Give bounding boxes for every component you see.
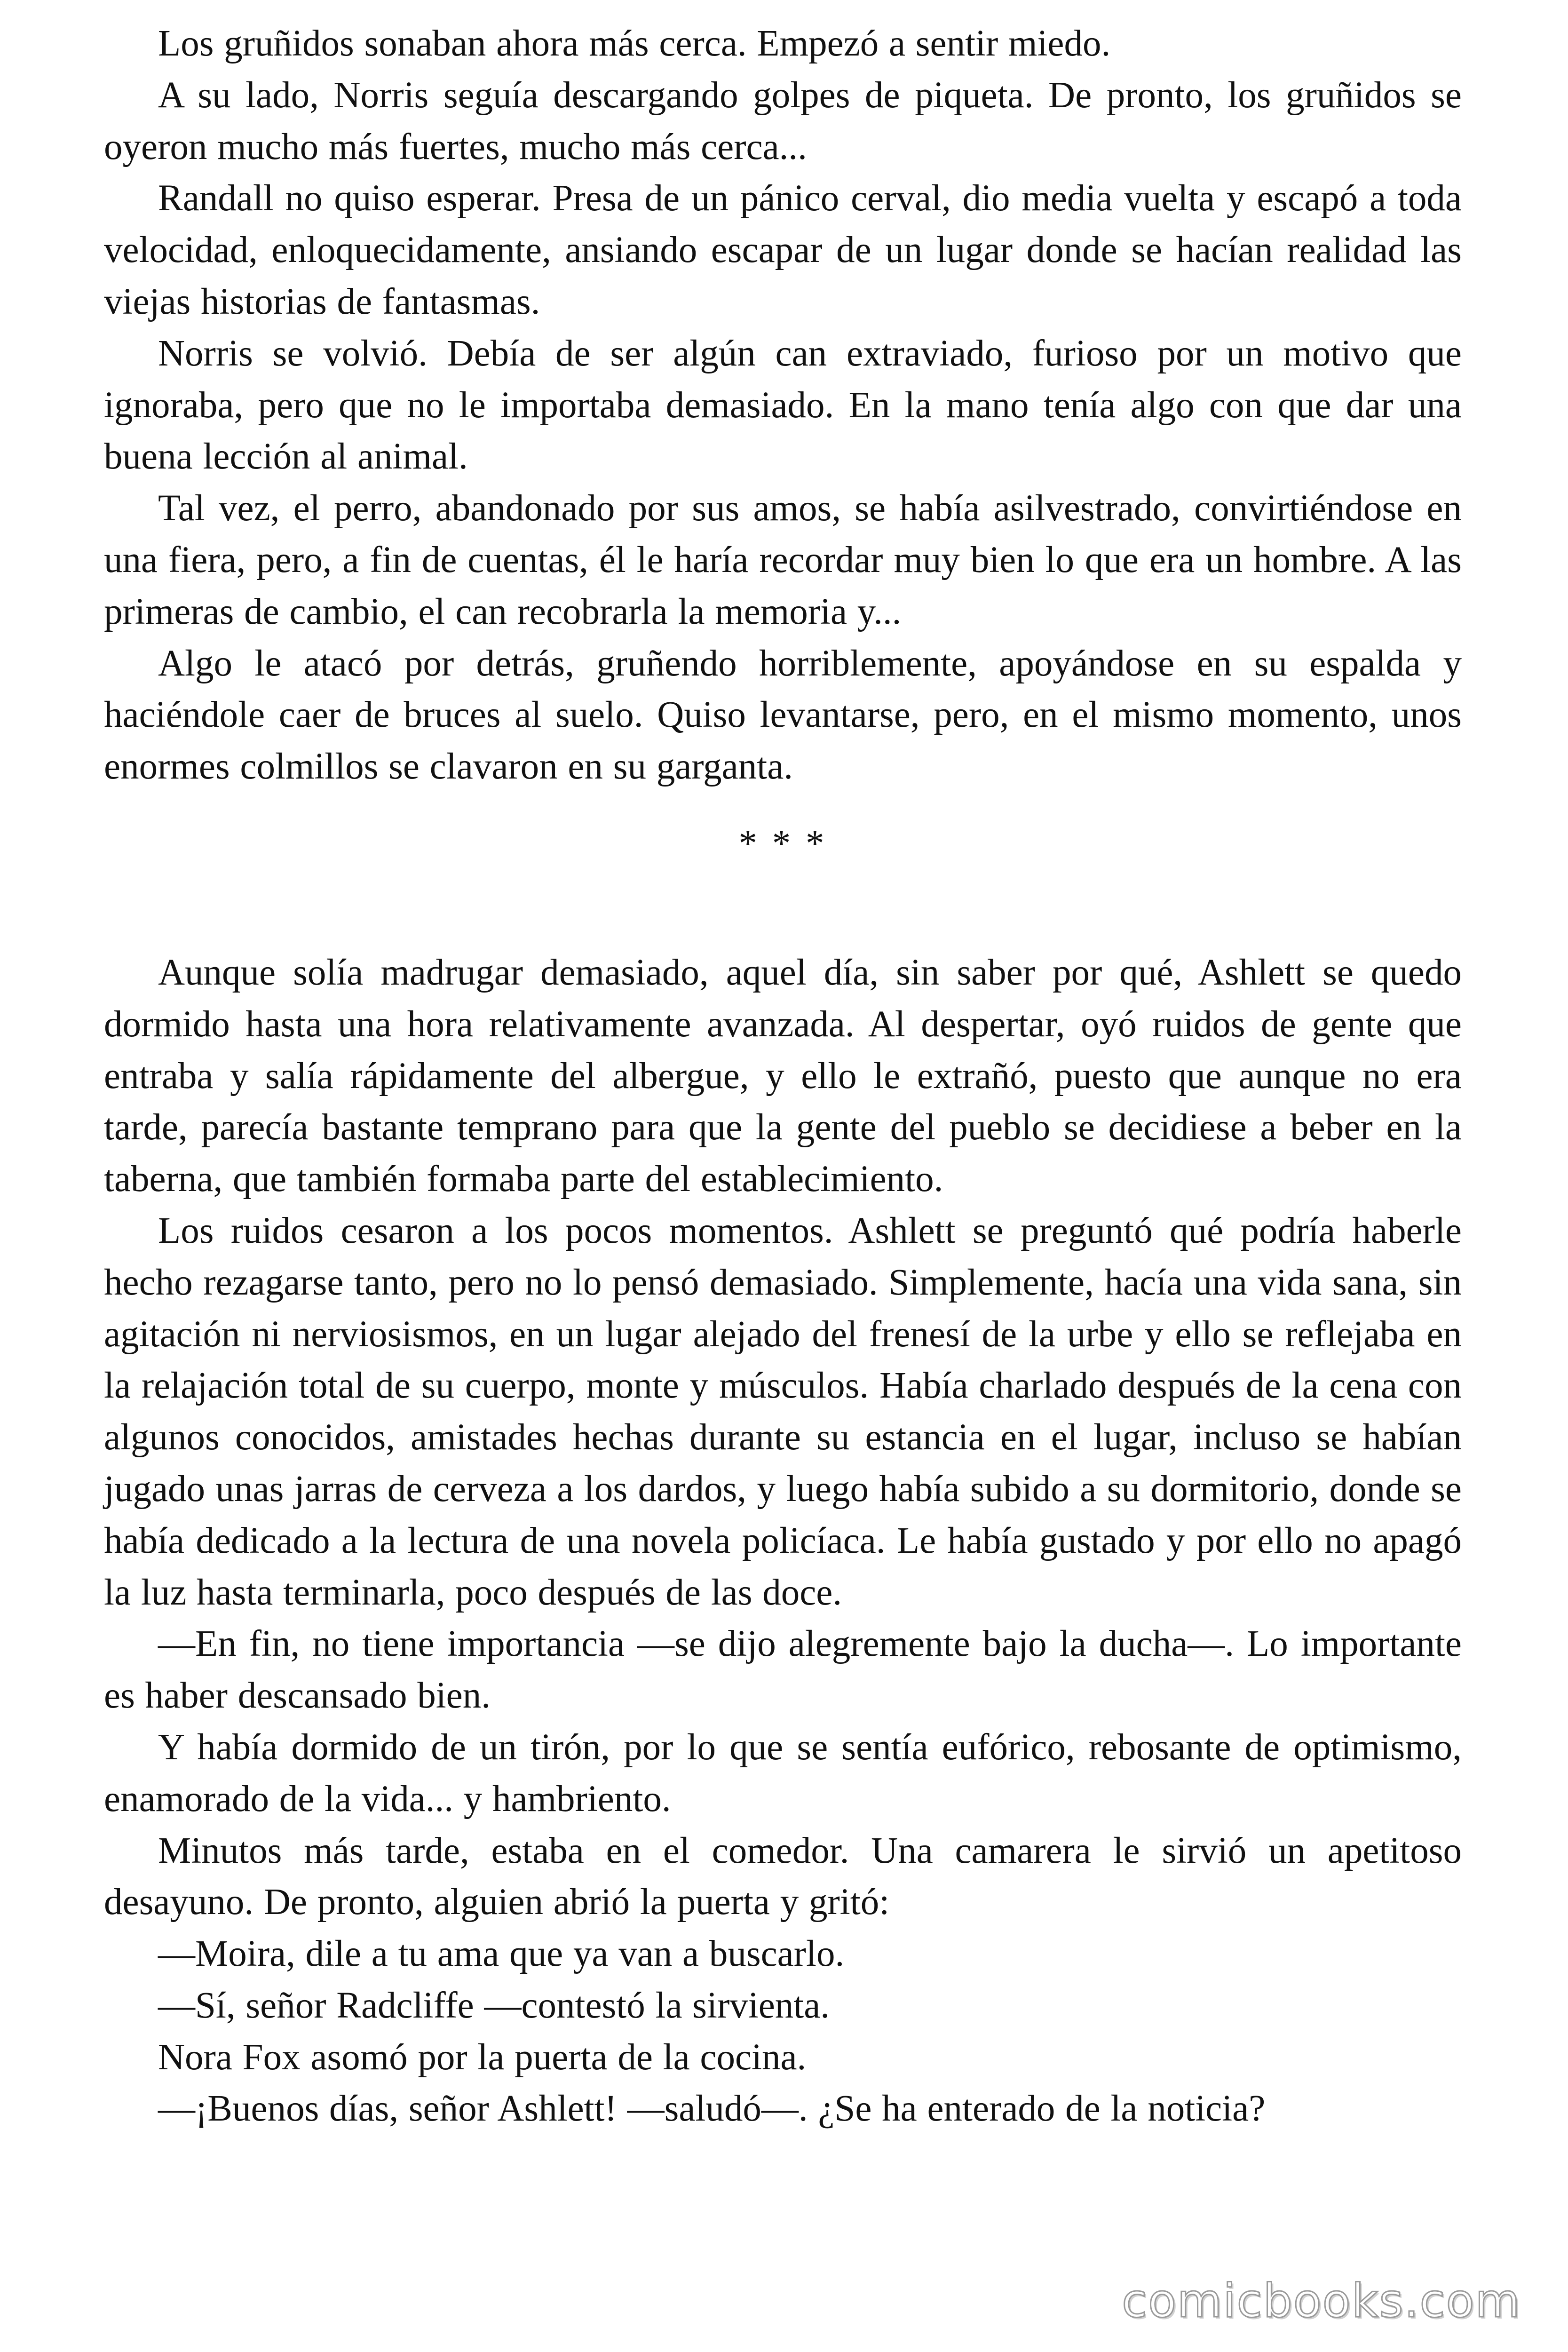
paragraph: Minutos más tarde, estaba en el comedor. Una camarera le sirvió un apetitoso desayuno. De pronto, alguien abrió la puerta y gritó: bbox=[104, 1830, 1462, 1923]
paragraph: Randall no quiso esperar. Presa de un pánico cerval, dio media vuelta y escapó a toda velocidad, enloquecidamente, ansiando escapar de un lugar donde se hacían realidad las viejas historias de fantasmas. bbox=[104, 178, 1462, 322]
scene-break: * * * bbox=[738, 823, 827, 864]
book-page bbox=[104, 18, 1462, 2135]
watermark: comicbooks.com bbox=[1122, 2274, 1521, 2328]
paragraph: Tal vez, el perro, abandonado por sus amos, se había asilvestrado, convirtiéndose en una fiera, pero, a fin de cuentas, él le haría recordar muy bien lo que era un hombre. A las primeras de cambio, el can recobrarla la memoria y... bbox=[104, 488, 1462, 632]
dialogue-line: —Sí, señor Radcliffe —contestó la sirvienta. bbox=[158, 1985, 830, 2026]
dialogue-line: —¡Buenos días, señor Ashlett! —saludó—. ¿Se ha enterado de la noticia? bbox=[158, 2088, 1266, 2130]
paragraph: Los gruñidos sonaban ahora más cerca. Empezó a sentir miedo. bbox=[158, 23, 1111, 64]
paragraph: —En fin, no tiene importancia —se dijo alegremente bajo la ducha—. Lo importante es haber descansado bien. bbox=[104, 1623, 1462, 1716]
paragraph: Nora Fox asomó por la puerta de la cocina. bbox=[158, 2036, 807, 2078]
dialogue-line: —Moira, dile a tu ama que ya van a buscarlo. bbox=[158, 1933, 845, 1975]
paragraph: A su lado, Norris seguía descargando golpes de piqueta. De pronto, los gruñidos se oyeron mucho más fuertes, mucho más cerca... bbox=[104, 74, 1462, 167]
paragraph: Algo le atacó por detrás, gruñendo horriblemente, apoyándose en su espalda y haciéndole caer de bruces al suelo. Quiso levantarse, pero, en el mismo momento, unos enormes colmillos se clavaron en su garganta. bbox=[104, 643, 1462, 787]
paragraph: Norris se volvió. Debía de ser algún can extraviado, furioso por un motivo que ignoraba, pero que no le importaba demasiado. En la mano tenía algo con que dar una buena lección al animal. bbox=[104, 333, 1462, 477]
paragraph: Aunque solía madrugar demasiado, aquel día, sin saber por qué, Ashlett se quedo dormido hasta una hora relativamente avanzada. Al despertar, oyó ruidos de gente que entraba y salía rápidamente del albergue, y ello le extrañó, puesto que aunque no era tarde, parecía bastante temprano para que la gente del pueblo se decidiese a beber en la taberna, que también formaba parte del establecimiento. bbox=[104, 952, 1462, 1200]
paragraph: Y había dormido de un tirón, por lo que se sentía eufórico, rebosante de optimismo, enamorado de la vida... y hambriento. bbox=[104, 1726, 1462, 1820]
paragraph: Los ruidos cesaron a los pocos momentos. Ashlett se preguntó qué podría haberle hecho rezagarse tanto, pero no lo pensó demasiado. Simplemente, hacía una vida sana, sin agitación ni nerviosismos, en un lugar alejado del frenesí de la urbe y ello se reflejaba en la relajación total de su cuerpo, monte y músculos. Había charlado después de la cena con algunos conocidos, amistades hechas durante su estancia en el lugar, incluso se habían jugado unas jarras de cerveza a los dardos, y luego había subido a su dormitorio, donde se había dedicado a la lectura de una novela policíaca. Le había gustado y por ello no apagó la luz hasta terminarla, poco después de las doce. bbox=[104, 1210, 1462, 1613]
